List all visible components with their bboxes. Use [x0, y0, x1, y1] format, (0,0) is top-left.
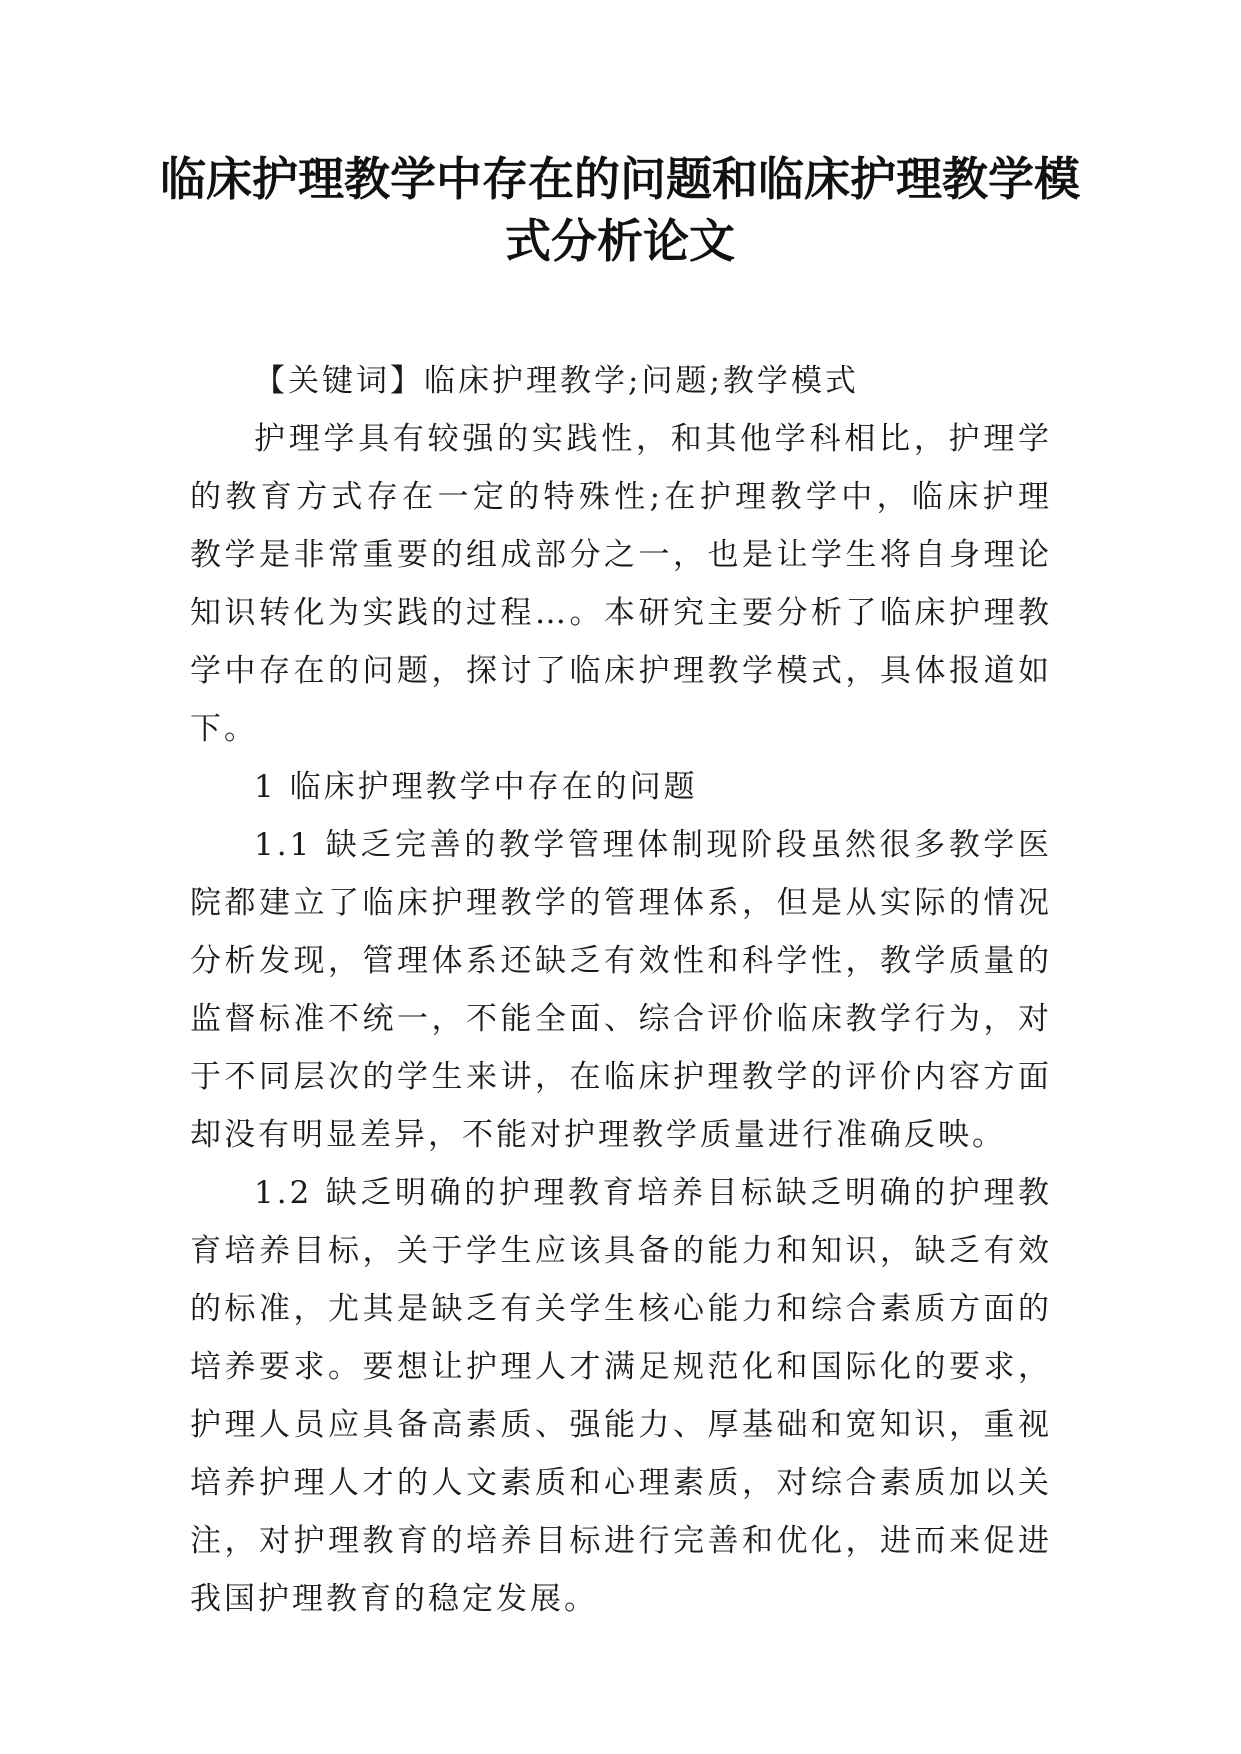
keywords-line: 【关键词】临床护理教学;问题;教学模式	[254, 363, 859, 399]
document-title: 临床护理教学中存在的问题和临床护理教学模式分析论文	[160, 152, 1080, 268]
section-heading-1: 1 临床护理教学中存在的问题	[254, 769, 698, 805]
section-1-1-paragraph: 1.1 缺乏完善的教学管理体制现阶段虽然很多教学医院都建立了临床护理教学的管理体系，但是从实际的情况分析发现，管理体系还缺乏有效性和科学性，教学质量的监督标准不统一，不能全面、综合评价临床教学行为，对于不同层次的学生来讲，在临床护理教学的评价内容方面却没有明显差异，不能对护理教学质量进行准确反映。	[190, 827, 1052, 1153]
intro-paragraph: 护理学具有较强的实践性，和其他学科相比，护理学的教育方式存在一定的特殊性;在护理教学中，临床护理教学是非常重要的组成部分之一，也是让学生将自身理论知识转化为实践的过程…。本研究主要分析了临床护理教学中存在的问题，探讨了临床护理教学模式，具体报道如下。	[190, 421, 1052, 747]
document-body	[190, 352, 1052, 1628]
section-1-2-paragraph: 1.2 缺乏明确的护理教育培养目标缺乏明确的护理教育培养目标，关于学生应该具备的能力和知识，缺乏有效的标准，尤其是缺乏有关学生核心能力和综合素质方面的培养要求。要想让护理人才满足规范化和国际化的要求，护理人员应具备高素质、强能力、厚基础和宽知识，重视培养护理人才的人文素质和心理素质，对综合素质加以关注，对护理教育的培养目标进行完善和优化，进而来促进我国护理教育的稳定发展。	[190, 1175, 1052, 1617]
